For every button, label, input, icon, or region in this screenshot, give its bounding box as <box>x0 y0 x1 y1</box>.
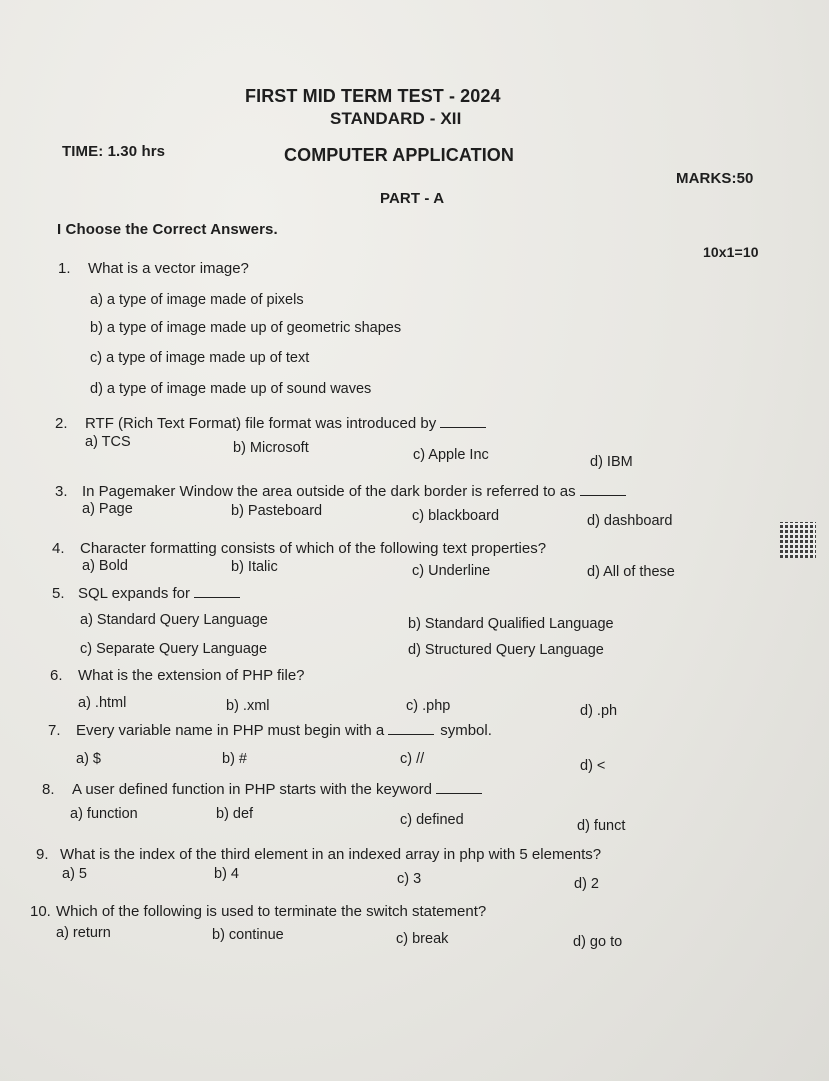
question-text: A user defined function in PHP starts with the keyword <box>72 781 432 798</box>
option-c: c) 3 <box>397 871 422 887</box>
question-text: What is a vector image? <box>88 260 249 277</box>
option-d: d) a type of image made up of sound waves <box>90 381 372 397</box>
answer-blank <box>388 734 434 735</box>
option-b: b) Pasteboard <box>231 503 323 519</box>
question-text: Which of the following is used to terminate the switch statement? <box>56 903 487 920</box>
option-d: d) Structured Query Language <box>408 642 604 658</box>
option-b: b) Standard Qualified Language <box>408 616 614 632</box>
question-number: 1. <box>58 260 71 277</box>
time-label: TIME: 1.30 hrs <box>62 143 166 160</box>
option-d: d) < <box>580 758 606 774</box>
option-c: c) a type of image made up of text <box>90 350 310 366</box>
question-text: What is the index of the third element in an indexed array in php with 5 elements? <box>60 846 602 863</box>
option-c: c) Apple Inc <box>413 447 489 463</box>
option-a: a) 5 <box>62 866 87 882</box>
answer-blank <box>440 427 486 428</box>
option-a: a) a type of image made of pixels <box>90 292 304 308</box>
answer-blank <box>580 495 626 496</box>
part-label: PART - A <box>380 190 445 207</box>
question-text-line <box>78 585 240 602</box>
question-text: Character formatting consists of which of the following text properties? <box>80 540 547 557</box>
exam-title: FIRST MID TERM TEST - 2024 <box>245 86 501 106</box>
option-b: b) continue <box>212 927 284 943</box>
option-c: c) blackboard <box>412 508 500 524</box>
question-suffix: symbol. <box>440 722 492 739</box>
question-number: 3. <box>55 483 68 500</box>
question-text-line <box>82 483 626 500</box>
question-number: 5. <box>52 585 65 602</box>
option-c: c) defined <box>400 812 464 828</box>
question-text-line <box>56 903 486 920</box>
question-text: In Pagemaker Window the area outside of the dark border is referred to as <box>82 483 576 500</box>
marks-label: MARKS:50 <box>676 170 754 187</box>
option-c: c) // <box>400 751 425 767</box>
option-d: d) .ph <box>580 703 618 719</box>
question-text-line <box>76 722 492 739</box>
question-text: Every variable name in PHP must begin with a <box>76 722 385 739</box>
question-text-line <box>80 540 546 557</box>
question-text-line <box>78 667 305 684</box>
question-text: RTF (Rich Text Format) file format was introduced by <box>85 415 437 432</box>
question-text-line <box>60 846 601 863</box>
option-a: a) $ <box>76 751 101 767</box>
option-a: a) Standard Query Language <box>80 612 268 628</box>
standard-label: STANDARD - XII <box>330 109 462 128</box>
option-d: d) funct <box>577 818 626 834</box>
question-text: SQL expands for <box>78 585 191 602</box>
section-marks: 10x1=10 <box>703 244 759 260</box>
question-number: 9. <box>36 846 49 863</box>
question-number: 6. <box>50 667 63 684</box>
option-c: c) Separate Query Language <box>80 641 268 657</box>
option-a: a) TCS <box>85 434 131 450</box>
question-number: 7. <box>48 722 61 739</box>
section-instruction: I Choose the Correct Answers. <box>57 221 278 238</box>
answer-blank <box>436 793 482 794</box>
question-text-line <box>85 415 486 432</box>
option-a: a) Page <box>82 501 133 517</box>
option-d: d) IBM <box>590 454 633 470</box>
question-number: 4. <box>52 540 65 557</box>
qr-code-icon <box>780 522 816 558</box>
option-b: b) 4 <box>214 866 239 882</box>
option-d: d) go to <box>573 934 623 950</box>
subject-label: COMPUTER APPLICATION <box>284 145 514 165</box>
question-text-line <box>72 781 482 798</box>
option-b: b) # <box>222 751 247 767</box>
option-c: c) break <box>396 931 449 947</box>
question-text-line <box>88 260 249 277</box>
option-d: d) 2 <box>574 876 599 892</box>
question-number: 2. <box>55 415 68 432</box>
option-b: b) Italic <box>231 559 278 575</box>
question-number: 10. <box>30 903 51 920</box>
option-c: c) Underline <box>412 563 491 579</box>
answer-blank <box>194 597 240 598</box>
option-d: d) dashboard <box>587 513 673 529</box>
option-b: b) a type of image made up of geometric shapes <box>90 320 402 336</box>
option-a: a) function <box>70 806 138 822</box>
question-number: 8. <box>42 781 55 798</box>
option-a: a) .html <box>78 695 127 711</box>
question-text: What is the extension of PHP file? <box>78 667 305 684</box>
option-b: b) Microsoft <box>233 440 309 456</box>
option-c: c) .php <box>406 698 451 714</box>
option-d: d) All of these <box>587 564 675 580</box>
option-b: b) def <box>216 806 254 822</box>
option-a: a) return <box>56 925 111 941</box>
option-a: a) Bold <box>82 558 128 574</box>
option-b: b) .xml <box>226 698 270 714</box>
